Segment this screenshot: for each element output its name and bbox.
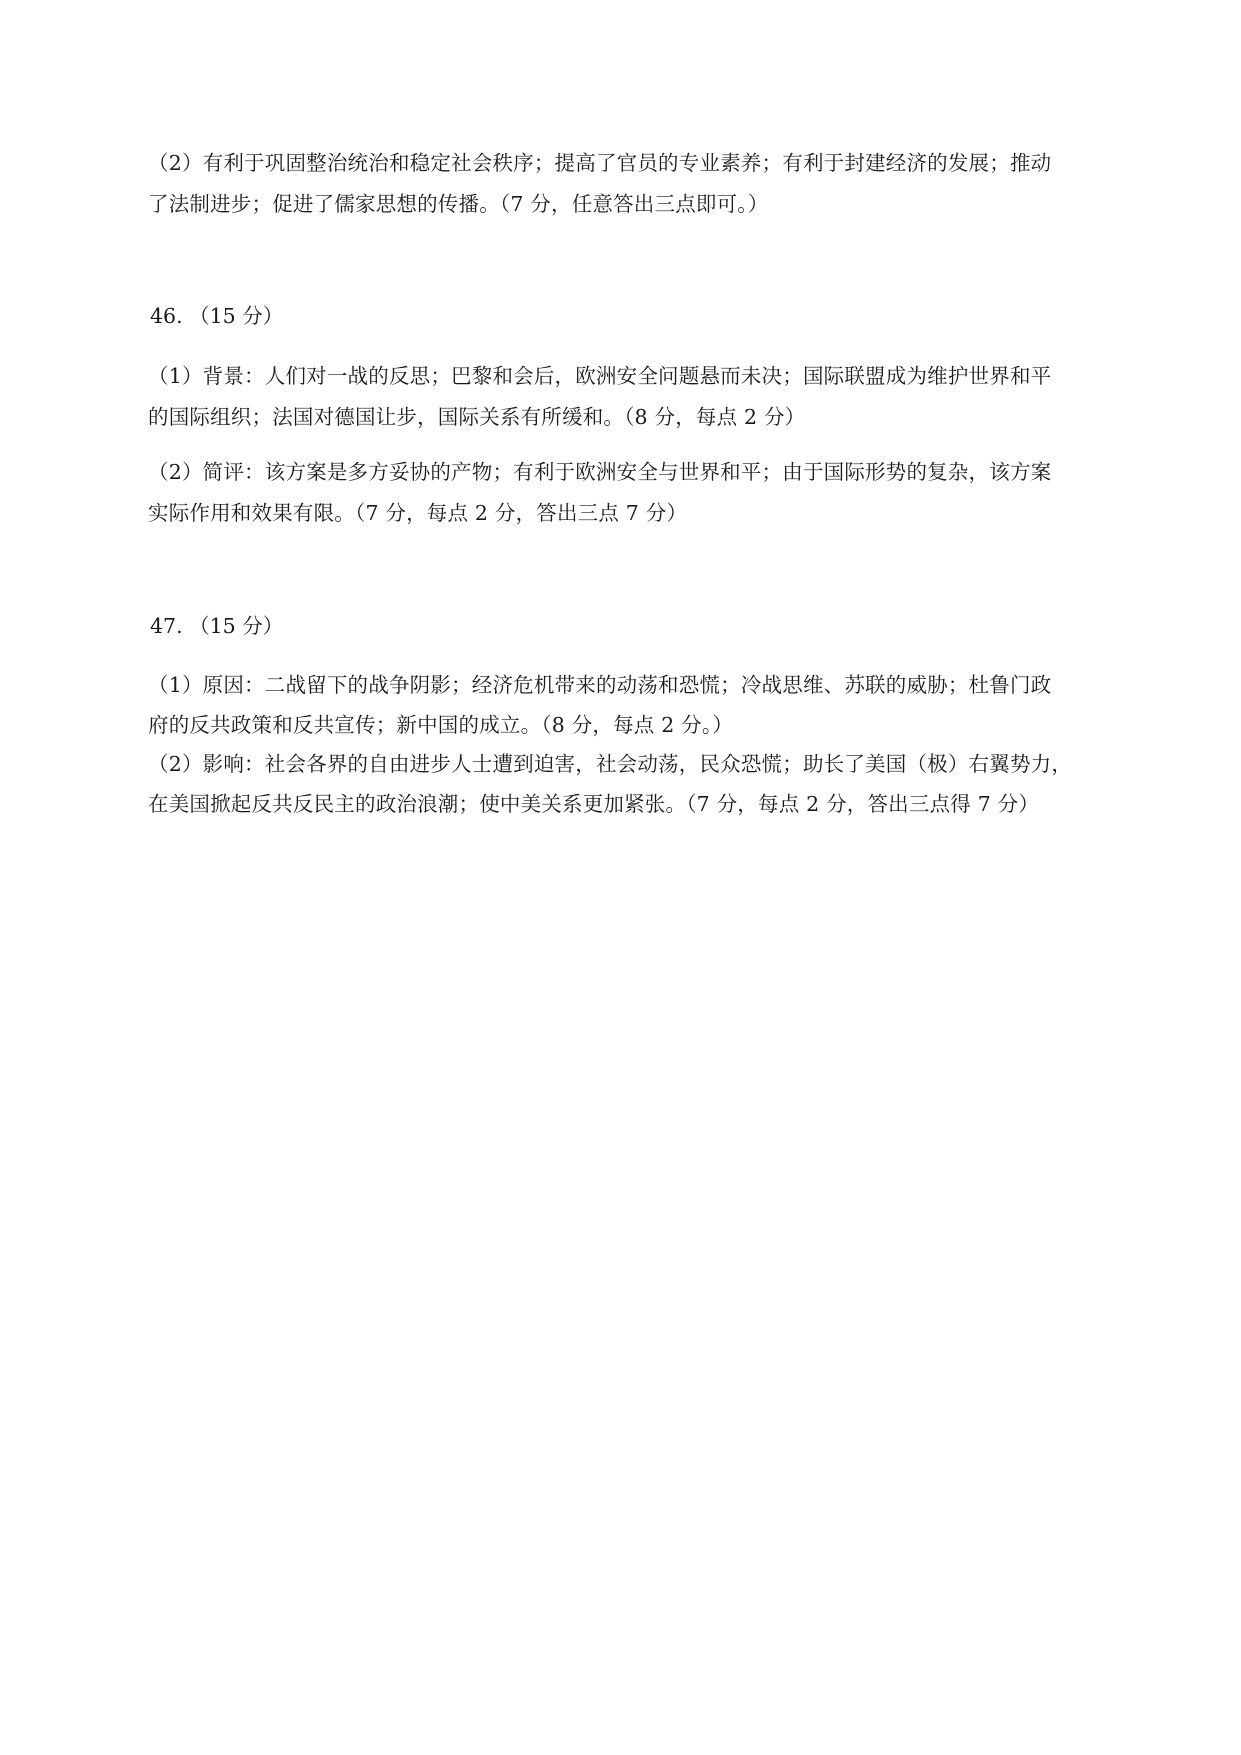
q47-part1-line2: 府的反共政策和反共宣传；新中国的成立。（8 分，每点 2 分。） <box>148 713 734 737</box>
q47-part1-line1: （1）原因：二战留下的战争阴影；经济危机带来的动荡和恐慌；冷战思维、苏联的威胁；杜鲁门政 <box>148 673 1052 697</box>
q46-part1-line1: （1）背景：人们对一战的反思；巴黎和会后，欧洲安全问题悬而未决；国际联盟成为维护世界和平 <box>148 364 1052 388</box>
q47-heading: 47. （15 分） <box>150 614 284 638</box>
q46-heading: 46. （15 分） <box>150 304 284 328</box>
q46-part2-line2: 实际作用和效果有限。（7 分，每点 2 分，答出三点 7 分） <box>148 501 688 525</box>
q46-part2-line1: （2）简评：该方案是多方妥协的产物；有利于欧洲安全与世界和平；由于国际形势的复杂，该方案 <box>148 460 1052 484</box>
q46-part1-line2: 的国际组织；法国对德国让步，国际关系有所缓和。（8 分，每点 2 分） <box>148 405 806 429</box>
q45-part2-line2: 了法制进步；促进了儒家思想的传播。（7 分，任意答出三点即可。） <box>148 192 769 216</box>
q47-part2-line2: 在美国掀起反共反民主的政治浪潮；使中美关系更加紧张。（7 分，每点 2 分，答出三点得 7 分） <box>148 792 1040 816</box>
q47-part2-line1: （2）影响：社会各界的自由进步人士遭到迫害，社会动荡，民众恐慌；助长了美国（极）右翼势力， <box>148 752 1073 776</box>
q45-part2-line1: （2）有利于巩固整治统治和稳定社会秩序；提高了官员的专业素养；有利于封建经济的发展；推动 <box>148 151 1052 175</box>
